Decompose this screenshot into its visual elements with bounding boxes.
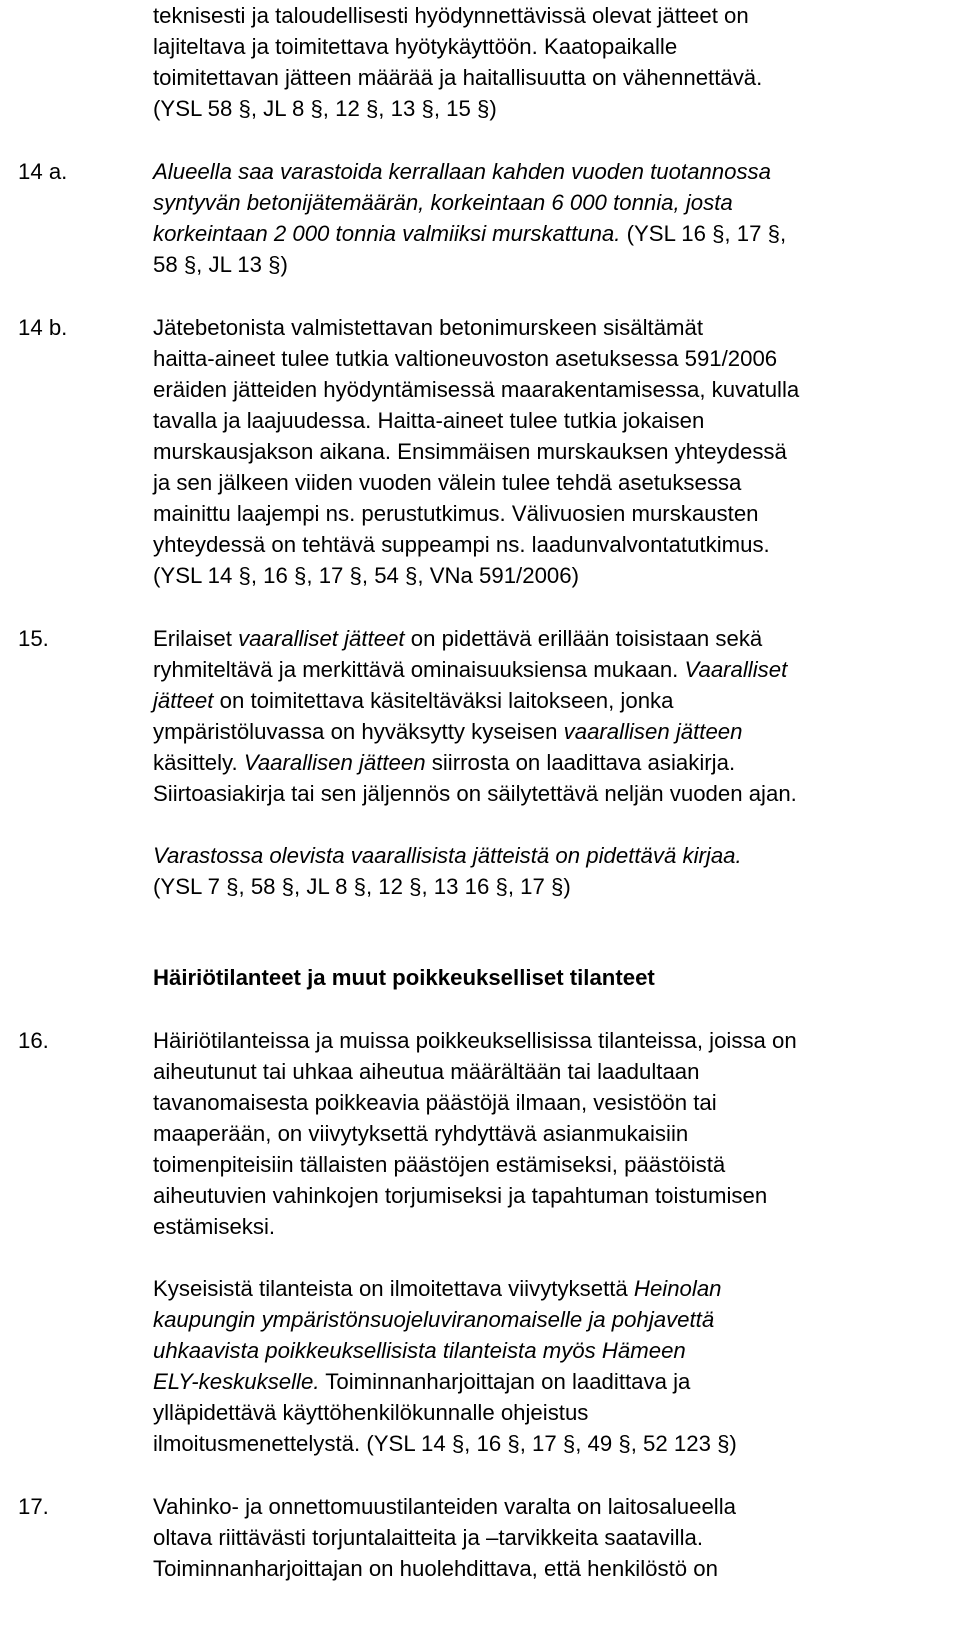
item-14b-line-7: mainittu laajempi ns. perustutkimus. Välivuosien murskausten — [153, 501, 759, 526]
item-15-line-5-c: siirrosta on laadittava asiakirja. — [425, 750, 736, 775]
item-16-p2-line-4 — [153, 1366, 690, 1398]
item-14b-number: 14 b. — [18, 315, 68, 340]
item-16-line-1: Häiriötilanteissa ja muissa poikkeuksellisissa tilanteissa, joissa on — [153, 1028, 797, 1053]
item-15-line-1-b: vaaralliset jätteet — [238, 626, 405, 651]
item-15-line-3 — [153, 685, 673, 717]
item-14b-line-2: haitta-aineet tulee tutkia valtioneuvoston asetuksessa 591/2006 — [153, 346, 778, 371]
item-16-line-7: estämiseksi. — [153, 1214, 276, 1239]
item-15-line-1 — [153, 623, 762, 655]
item-14a-line-3-italic: korkeintaan 2 000 tonnia valmiiksi murskattuna. — [153, 221, 621, 246]
item-16-line-3: tavanomaisesta poikkeavia päästöjä ilmaan, vesistöön tai — [153, 1090, 717, 1115]
item-15-line-5-a: käsittely. — [153, 750, 244, 775]
item-14a-line-3 — [153, 218, 786, 250]
item-15-line-3-b: on toimitettava käsiteltäväksi laitokseen, jonka — [213, 688, 674, 713]
item-14b-line-9: (YSL 14 §, 16 §, 17 §, 54 §, VNa 591/2006) — [153, 563, 579, 588]
intro-line-4: (YSL 58 §, JL 8 §, 12 §, 13 §, 15 §) — [153, 96, 497, 121]
item-14a-line-2: syntyvän betonijätemäärän, korkeintaan 6 000 tonnia, josta — [153, 190, 733, 215]
item-15-line-6: Siirtoasiakirja tai sen jäljennös on säilytettävä neljän vuoden ajan. — [153, 781, 797, 806]
item-15-line-4 — [153, 716, 742, 748]
item-15-line-3-a: jätteet — [153, 688, 214, 713]
item-14a-line-1: Alueella saa varastoida kerrallaan kahden vuoden tuotannossa — [153, 159, 771, 184]
item-16-p2-line-1-b: Heinolan — [633, 1276, 722, 1301]
item-14b-line-6: ja sen jälkeen viiden vuoden välein tulee tehdä asetuksessa — [153, 470, 742, 495]
item-17-line-3: Toiminnanharjoittajan on huolehdittava, että henkilöstö on — [153, 1556, 718, 1581]
item-15-line-2 — [153, 654, 787, 686]
intro-line-1: teknisesti ja taloudellisesti hyödynnettävissä olevat jätteet on — [153, 3, 749, 28]
item-15-line-5 — [153, 747, 735, 779]
item-14b-line-4: tavalla ja laajuudessa. Haitta-aineet tulee tutkia jokaisen — [153, 408, 705, 433]
item-15-number: 15. — [18, 626, 49, 651]
item-16-p2-line-4-a: ELY-keskukselle. — [153, 1369, 320, 1394]
item-15-line-5-b: Vaarallisen jätteen — [243, 750, 426, 775]
intro-line-3: toimitettavan jätteen määrää ja haitallisuutta on vähennettävä. — [153, 65, 763, 90]
item-16-p2-line-3: uhkaavista poikkeuksellisista tilanteista myös Hämeen — [153, 1338, 686, 1363]
item-16-p2-line-4-b: Toiminnanharjoittajan on laadittava ja — [319, 1369, 691, 1394]
item-16-p2-line-1 — [153, 1273, 722, 1305]
item-16-number: 16. — [18, 1028, 49, 1053]
item-15-line-2-a: ryhmiteltävä ja merkittävä ominaisuuksiensa mukaan. — [153, 657, 685, 682]
item-14b-line-5: murskausjakson aikana. Ensimmäisen murskauksen yhteydessä — [153, 439, 787, 464]
item-17-line-1: Vahinko- ja onnettomuustilanteiden varalta on laitosalueella — [153, 1494, 737, 1519]
item-14b-line-3: eräiden jätteiden hyödyntämisessä maarakentamisessa, kuvatulla — [153, 377, 800, 402]
item-16-p2-line-2: kaupungin ympäristönsuojeluviranomaiselle ja pohjavettä — [153, 1307, 715, 1332]
item-16-p2-line-1-a: Kyseisistä tilanteista on ilmoitettava viivytyksettä — [153, 1276, 634, 1301]
section-heading: Häiriötilanteet ja muut poikkeukselliset tilanteet — [153, 965, 655, 990]
item-15-line-4-b: vaarallisen jätteen — [563, 719, 743, 744]
item-16-line-5: toimenpiteisiin tällaisten päästöjen estämiseksi, päästöistä — [153, 1152, 726, 1177]
item-17-line-2: oltava riittävästi torjuntalaitteita ja –tarvikkeita saatavilla. — [153, 1525, 704, 1550]
item-15-line-4-a: ympäristöluvassa on hyväksytty kyseisen — [153, 719, 564, 744]
item-15-line-8: (YSL 7 §, 58 §, JL 8 §, 12 §, 13 16 §, 17 §) — [153, 874, 571, 899]
item-16-p2-line-6: ilmoitusmenettelystä. (YSL 14 §, 16 §, 17 §, 49 §, 52 123 §) — [153, 1431, 737, 1456]
item-16-line-4: maaperään, on viivytyksettä ryhdyttävä asianmukaisiin — [153, 1121, 689, 1146]
item-15-line-2-b: Vaaralliset — [684, 657, 788, 682]
item-15-line-7: Varastossa olevista vaarallisista jätteistä on pidettävä kirjaa. — [153, 843, 742, 868]
item-16-line-2: aiheutunut tai uhkaa aiheutua määrältään tai laadultaan — [153, 1059, 700, 1084]
item-15-line-1-a: Erilaiset — [153, 626, 239, 651]
item-14b-line-8: yhteydessä on tehtävä suppeampi ns. laadunvalvontatutkimus. — [153, 532, 770, 557]
item-14a-line-4: 58 §, JL 13 §) — [153, 252, 288, 277]
item-14b-line-1: Jätebetonista valmistettavan betonimurskeen sisältämät — [153, 315, 704, 340]
item-14a-line-3-ref: (YSL 16 §, 17 §, — [620, 221, 787, 246]
item-16-line-6: aiheutuvien vahinkojen torjumiseksi ja tapahtuman toistumisen — [153, 1183, 768, 1208]
intro-line-2: lajiteltava ja toimitettava hyötykäyttöön. Kaatopaikalle — [153, 34, 678, 59]
item-15-line-1-c: on pidettävä erillään toisistaan sekä — [404, 626, 763, 651]
item-14a-number: 14 a. — [18, 159, 68, 184]
item-16-p2-line-5: ylläpidettävä käyttöhenkilökunnalle ohjeistus — [153, 1400, 589, 1425]
item-17-number: 17. — [18, 1494, 49, 1519]
